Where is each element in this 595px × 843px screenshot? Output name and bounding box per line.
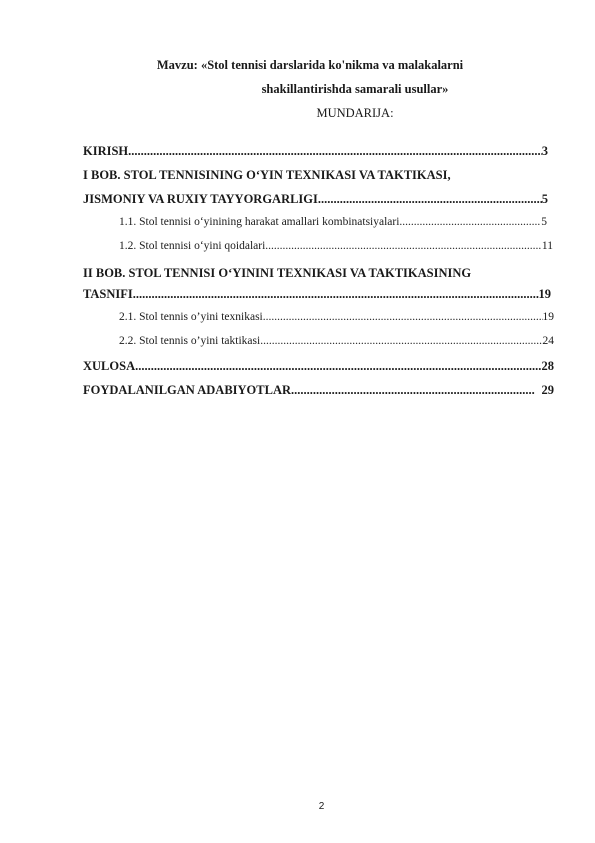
toc-leader-dots bbox=[318, 192, 542, 207]
toc-leader-dots bbox=[291, 383, 535, 398]
document-title-line-1: Mavzu: «Stol tennisi darslarida ko'nikma va malakalarni bbox=[156, 58, 464, 72]
toc-entry-page: 5 bbox=[541, 192, 548, 206]
toc-entry-xulosa[interactable] bbox=[83, 359, 554, 374]
toc-leader-dots bbox=[263, 311, 543, 323]
toc-entry-label: XULOSA bbox=[83, 359, 136, 373]
toc-entry-section-1-1[interactable] bbox=[119, 216, 547, 228]
toc-entry-page: 3 bbox=[541, 144, 548, 158]
toc-entry-label: JISMONIY VA RUXIY TAYYORGARLIGI bbox=[83, 192, 318, 206]
toc-entry-page: 24 bbox=[542, 335, 554, 347]
toc-entry-section-2-1[interactable] bbox=[119, 311, 554, 323]
toc-entry-label: 2.1. Stol tennis o’yini texnikasi bbox=[119, 311, 263, 323]
toc-entry-label: TASNIFI bbox=[83, 287, 133, 301]
toc-leader-dots bbox=[133, 287, 539, 302]
toc-entry-label: KIRISH bbox=[83, 144, 129, 158]
toc-entry-page: 29 bbox=[535, 383, 554, 397]
toc-entry-kirish[interactable] bbox=[83, 144, 548, 159]
toc-entry-section-1-2[interactable] bbox=[119, 240, 553, 252]
toc-entry-page: 19 bbox=[538, 287, 551, 301]
toc-leader-dots bbox=[135, 359, 541, 374]
toc-entry-label: 1.2. Stol tennisi o‘yini qoidalari bbox=[119, 240, 266, 252]
toc-entry-label: 1.1. Stol tennisi o‘yinining harakat amallari kombinatsiyalari bbox=[119, 216, 400, 228]
toc-entry-chapter-1[interactable] bbox=[83, 192, 548, 207]
document-title-line-2: shakillantirishda samarali usullar» bbox=[261, 82, 449, 96]
toc-chapter-2-title[interactable]: II BOB. STOL TENNISI O‘YININI TEXNIKASI VA TAKTIKASINING bbox=[83, 266, 472, 280]
toc-entry-label: FOYDALANILGAN ADABIYOTLAR bbox=[83, 383, 292, 397]
toc-leader-dots bbox=[399, 216, 541, 228]
toc-leader-dots bbox=[128, 144, 542, 159]
toc-heading: MUNDARIJA: bbox=[316, 106, 394, 120]
toc-entry-page: 5 bbox=[541, 216, 547, 228]
toc-entry-page: 11 bbox=[541, 240, 553, 252]
toc-entry-page: 19 bbox=[542, 311, 554, 323]
toc-leader-dots bbox=[260, 335, 542, 347]
page-number: 2 bbox=[318, 801, 325, 812]
toc-leader-dots bbox=[265, 240, 542, 252]
toc-entry-label: 2.2. Stol tennis o’yini taktikasi bbox=[119, 335, 261, 347]
toc-entry-chapter-2[interactable] bbox=[83, 287, 551, 302]
toc-entry-page: 28 bbox=[541, 359, 554, 373]
toc-entry-bibliography[interactable] bbox=[83, 383, 554, 398]
toc-entry-section-2-2[interactable] bbox=[119, 335, 554, 347]
toc-chapter-1-title[interactable]: I BOB. STOL TENNISINING O‘YIN TEXNIKASI VA TAKTIKASI, bbox=[83, 168, 451, 182]
